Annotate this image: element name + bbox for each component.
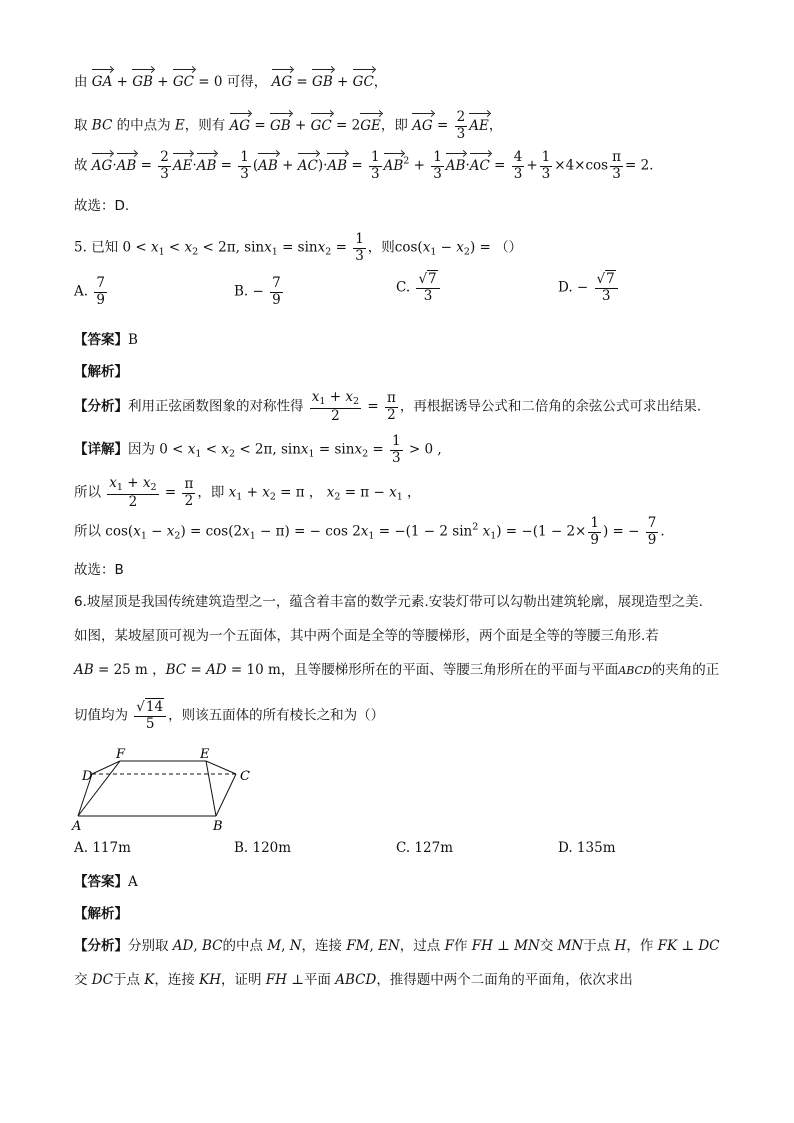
q6-option-b: B. 120m — [234, 840, 292, 856]
q5-option-d: D. − $\frac{√7}{3}$ — [558, 272, 620, 304]
label-E: E — [200, 747, 210, 762]
q5-fenxi: 【分析】利用正弦函数图象的对称性得 $\frac{x_1 + x_2}{2}$ = $\frac{\pi}{2}$ ，再根据诱导公式和二倍角的余弦公式可求出结果. — [74, 389, 702, 424]
answer-d: 故选：D. — [74, 198, 130, 214]
q5-choose: 故选：B — [74, 562, 124, 578]
q5-analysis-tag: 【解析】 — [74, 364, 128, 380]
q6-fenxi-line1: 【分析】分别取 AD, BC的中点 M, N，连接 FM, EN，过点 F作 FH ⊥ MN交 MN于点 H，作 FK ⊥ DC — [74, 938, 720, 954]
edge-EB — [206, 761, 216, 816]
q6-option-d: D. 135m — [558, 840, 616, 856]
q5-option-c: C. $\frac{√7}{3}$ — [396, 272, 442, 304]
q5-detail: 【详解】因为 $0 < x_1 < x_2 < 2\pi$, sinx$_1$ = sinx$_2$ = $\frac{1}{3}$ > 0 , — [74, 433, 442, 466]
q6-line4: 切值均为 $\frac{√14}{5}$ ，则该五面体的所有棱长之和为（） — [74, 699, 385, 732]
edge-FD — [92, 761, 120, 774]
q6-line1: 6.坡屋顶是我国传统建筑造型之一，蕴含着丰富的数学元素.安装灯带可以勾勒出建筑轮廓，展现造型之美. — [74, 594, 703, 610]
pentahedron-figure — [70, 744, 270, 834]
q6-option-c: C. 127m — [396, 840, 453, 856]
label-F: F — [116, 747, 126, 762]
label-A: A — [72, 819, 82, 834]
q6-line2: 如图，某坡屋顶可视为一个五面体，其中两个面是全等的等腰梯形，两个面是全等的等腰三角形.若 — [74, 628, 659, 644]
q5-step1: 所以 $\frac{x_1 + x_2}{2}$ = $\frac{\pi}{2}$ ，即 $x_1 + x_2 = \pi$ ， $x_2 = \pi - x_1$ ， — [74, 475, 421, 510]
q5-option-b: B. − $\frac{7}{9}$ — [234, 275, 281, 308]
q6-answer: 【答案】A — [74, 874, 138, 890]
line-dot-product: 故 AG·AB = $\frac{2}{3}$ AE·AB = $\frac{1}{3}$ (AB + AC)·AB = $\frac{1}{3}$ $AB^2$ + $\frac{1}{3}$ AB·AC = $\frac{4}{3}$ + $\frac{1}{3}$ ×4×cos $\frac{\pi}{3}$ = 2． — [74, 149, 663, 182]
q5-answer: 【答案】B — [74, 332, 138, 348]
q5-stem: 5. 已知 $0 < x_1 < x_2 < 2\pi$, sinx$_1$ = sinx$_2$ = $\frac{1}{3}$ ，则$\cos(x_1 - x_2)$ = （） — [74, 231, 523, 264]
q6-fenxi-line2: 交 DC于点 K，连接 KH，证明 FH ⊥平面 ABCD，推得题中两个二面角的平面角，依次求出 — [74, 972, 633, 988]
q6-analysis-tag: 【解析】 — [74, 906, 128, 922]
line-vector-sum: 由 GA + GB + GC = 0 可得， AG = GB + GC， — [74, 74, 388, 90]
label-D: D — [82, 769, 93, 784]
edge-EC — [206, 761, 236, 774]
line-midpoint: 取 BC 的中点为 E，则有 AG = GB + GC = 2GE，即 AG = $\frac{2}{3}$ AE， — [74, 109, 503, 142]
q6-option-a: A. 117m — [74, 840, 131, 856]
q6-line3: AB = 25 m ，BC = AD = 10 m，且等腰梯形所在的平面、等腰三角形所在的平面与平面ABCD的夹角的正 — [74, 662, 720, 678]
edge-BC — [216, 774, 236, 816]
q5-option-a: A. $\frac{7}{9}$ — [74, 275, 105, 308]
q5-step2: 所以 $\cos(x_1 - x_2) = \cos(2x_1 - \pi)$ = − $\cos 2x_1 = -(1 - 2$ $\sin^2 x_1) = -(1 - 2\times$ $\frac{1}{9}$ ) = − $\frac{7}{9}$ . — [74, 515, 665, 548]
label-B: B — [213, 819, 223, 834]
vector-GA: GA — [91, 74, 113, 90]
label-C: C — [240, 769, 250, 784]
